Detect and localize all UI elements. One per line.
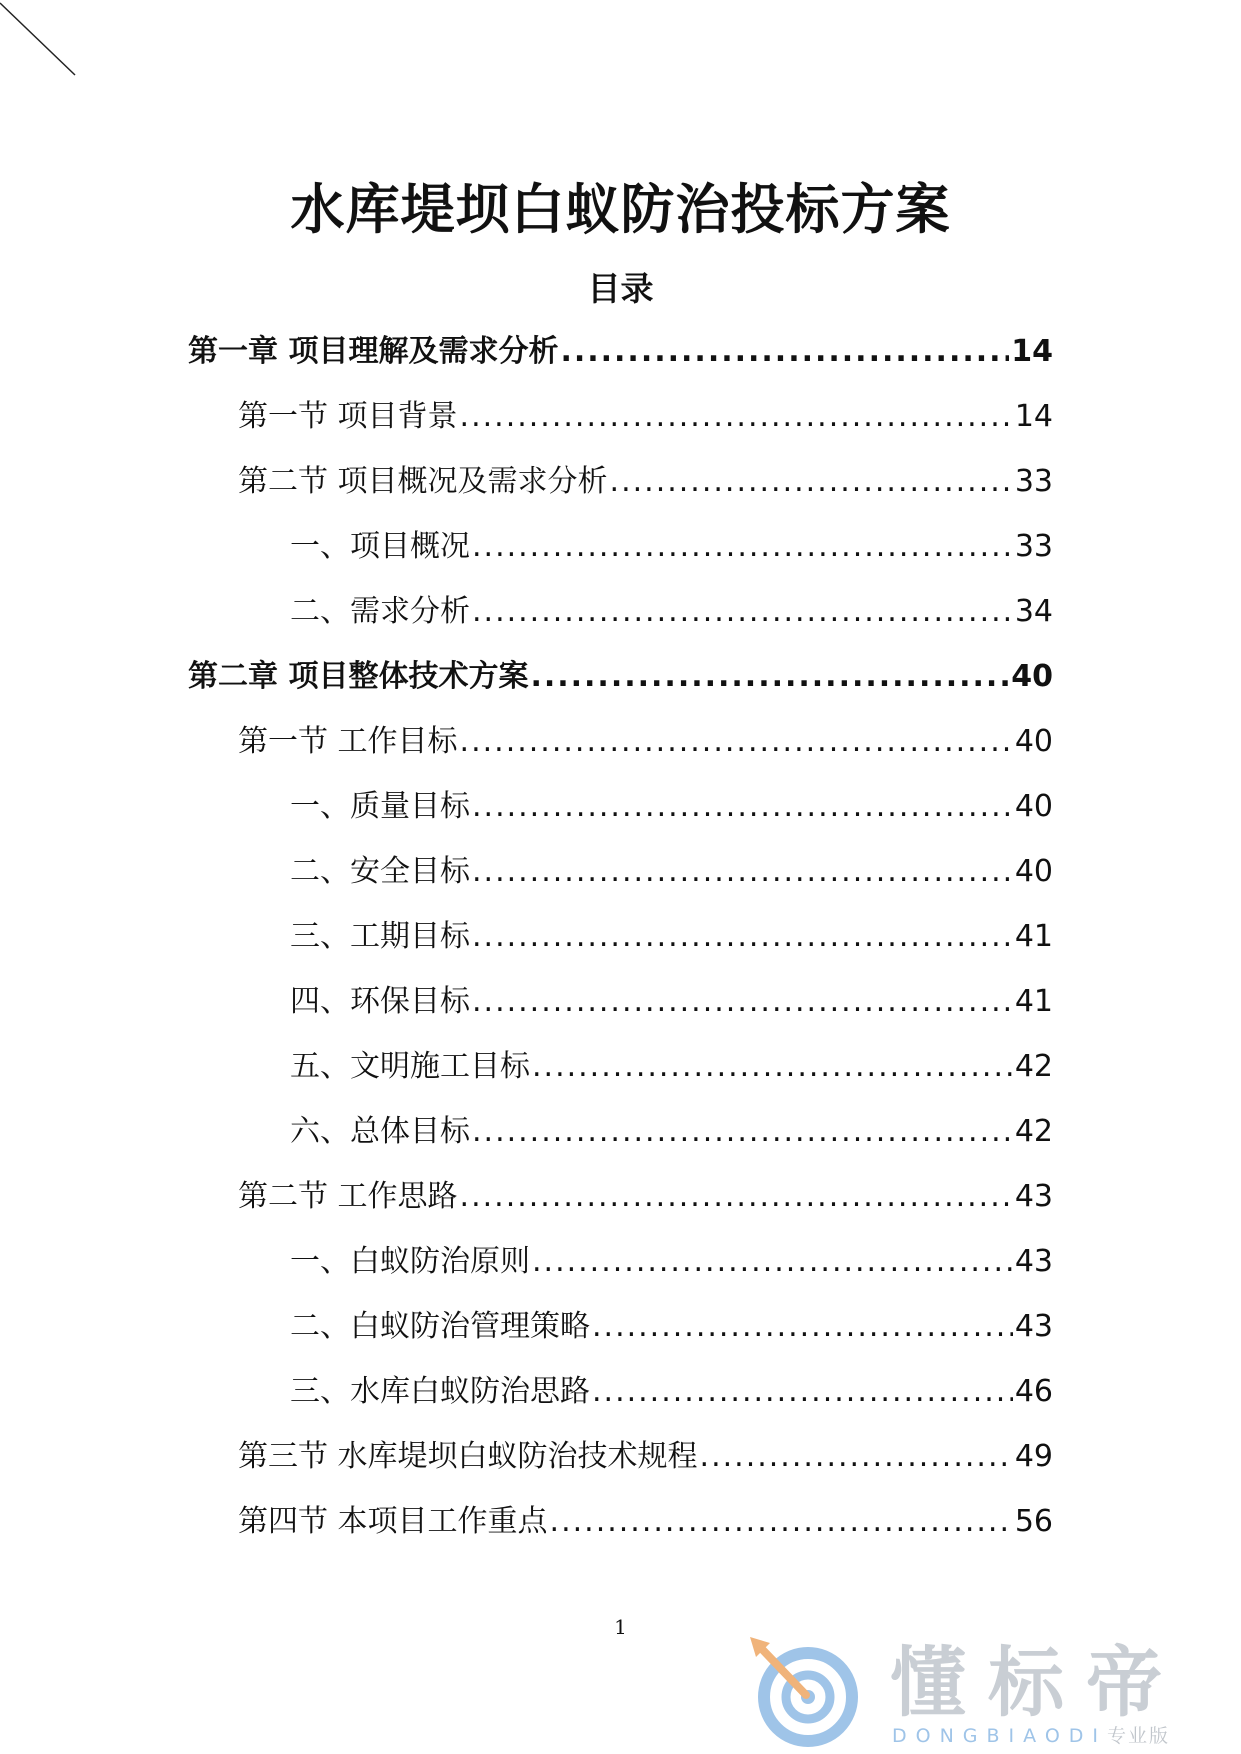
toc-entry-page: 40 [1011,659,1053,694]
toc-entry[interactable] [188,1045,1053,1110]
toc-entry-label: 三、工期目标 [290,919,470,954]
toc-entry-page: 41 [1014,919,1053,954]
toc-entry[interactable] [188,460,1053,525]
dot-leader [460,720,1013,764]
toc-entry-label: 二、白蚁防治管理策略 [290,1309,590,1344]
toc-entry-label: 第二章 项目整体技术方案 [188,659,529,694]
toc-entry[interactable] [188,1175,1053,1240]
dot-leader [472,1110,1013,1154]
toc-entry[interactable] [188,1370,1053,1435]
toc-entry[interactable] [188,655,1053,720]
toc-entry-page: 42 [1014,1114,1053,1149]
toc-entry-label: 第四节 本项目工作重点 [238,1504,548,1539]
toc-entry[interactable] [188,395,1053,460]
toc-entry-label: 一、白蚁防治原则 [290,1244,530,1279]
toc-entry-label: 五、文明施工目标 [290,1049,530,1084]
dot-leader [530,655,1009,699]
toc-entry-page: 42 [1014,1049,1053,1084]
toc-entry-label: 一、质量目标 [290,789,470,824]
toc-entry[interactable] [188,850,1053,915]
toc-entry[interactable] [188,785,1053,850]
toc-entry-label: 六、总体目标 [290,1114,470,1149]
dot-leader [472,590,1013,634]
page-number: 1 [614,1615,627,1639]
toc-entry-label: 二、需求分析 [290,594,470,629]
target-logo-icon [740,1635,870,1750]
document-title: 水库堤坝白蚁防治投标方案 [290,178,951,241]
toc-entry[interactable] [188,720,1053,785]
toc-entry-label: 二、安全目标 [290,854,470,889]
dot-leader [472,525,1013,569]
toc-entry[interactable] [188,1240,1053,1305]
toc-entry-page: 40 [1014,854,1053,889]
toc-entry-label: 第一节 项目背景 [238,399,458,434]
toc-entry-label: 第一节 工作目标 [238,724,458,759]
dot-leader [532,1045,1013,1089]
dot-leader [610,460,1013,504]
toc-entry-page: 49 [1014,1439,1053,1474]
toc-entry[interactable] [188,590,1053,655]
toc-entry-page: 14 [1011,334,1053,369]
toc-entry-page: 46 [1014,1374,1053,1409]
dot-leader [550,1500,1013,1544]
dot-leader [460,1175,1013,1219]
dot-leader [472,915,1013,959]
toc-entry-page: 41 [1014,984,1053,1019]
toc-entry-page: 43 [1014,1309,1053,1344]
toc-entry[interactable] [188,1305,1053,1370]
toc-entry-label: 第二节 项目概况及需求分析 [238,464,608,499]
toc-heading: 目录 [587,269,654,308]
dot-leader [460,395,1013,439]
toc-entry-page: 56 [1014,1504,1053,1539]
table-of-contents [188,330,1053,1565]
toc-entry-label: 第二节 工作思路 [238,1179,458,1214]
dot-leader [592,1305,1013,1349]
dot-leader [592,1370,1013,1414]
toc-entry[interactable] [188,1435,1053,1500]
dot-leader [532,1240,1013,1284]
toc-entry-page: 34 [1014,594,1053,629]
toc-entry-label: 第三节 水库堤坝白蚁防治技术规程 [238,1439,698,1474]
toc-entry-page: 40 [1014,789,1053,824]
toc-entry-page: 43 [1014,1179,1053,1214]
dot-leader [700,1435,1013,1479]
dot-leader [472,785,1013,829]
toc-entry-label: 一、项目概况 [290,529,470,564]
dot-leader [472,850,1013,894]
toc-entry-page: 40 [1014,724,1053,759]
toc-entry[interactable] [188,980,1053,1045]
toc-entry-label: 三、水库白蚁防治思路 [290,1374,590,1409]
toc-entry[interactable] [188,915,1053,980]
toc-entry[interactable] [188,525,1053,590]
toc-entry-label: 第一章 项目理解及需求分析 [188,334,559,369]
toc-entry-page: 33 [1014,529,1053,564]
corner-crop-mark [0,0,80,80]
watermark-subtitle [892,1725,1170,1747]
toc-entry-page: 43 [1014,1244,1053,1279]
dot-leader [560,330,1009,374]
toc-entry[interactable] [188,330,1053,395]
toc-entry-page: 14 [1014,399,1053,434]
dot-leader [472,980,1013,1024]
toc-entry-page: 33 [1014,464,1053,499]
toc-entry[interactable] [188,1500,1053,1565]
toc-entry[interactable] [188,1110,1053,1175]
toc-entry-label: 四、环保目标 [290,984,470,1019]
watermark-brand: 懂标帝 [890,1638,1184,1727]
watermark-edition: 专业版 [1107,1725,1171,1747]
watermark [740,1635,1230,1750]
watermark-romanized: DONGBIAODI [892,1725,1108,1747]
